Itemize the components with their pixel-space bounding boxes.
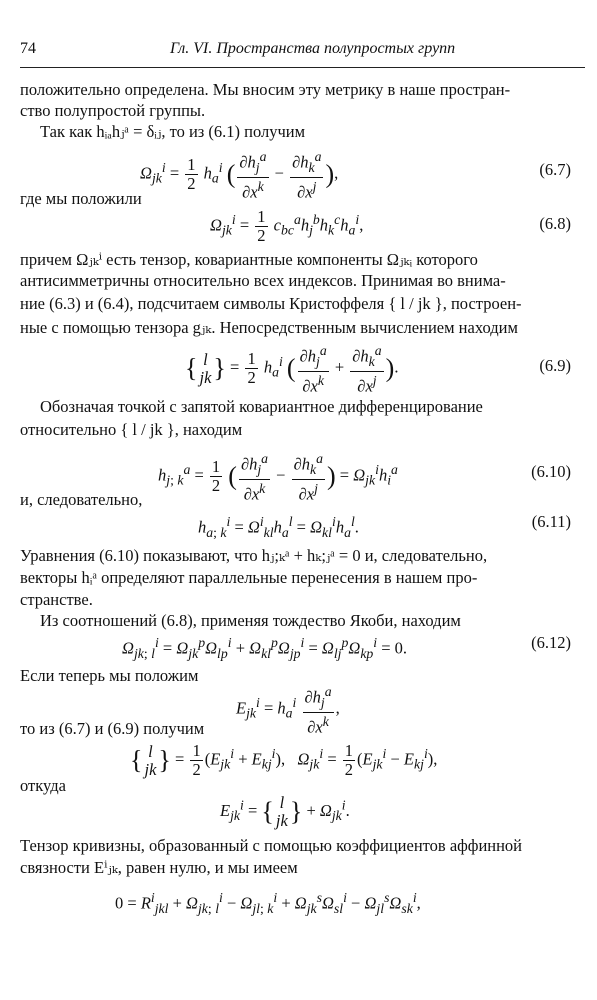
text-line: векторы hᵢᵃ определяют параллельные перенесения в нашем про- (20, 568, 478, 587)
text-line: положительно определена. Мы вносим эту метрику в наше простран- (20, 80, 511, 99)
equation-number: (6.7) (539, 160, 571, 179)
text-line: где мы положили (20, 189, 142, 208)
text-line: Тензор кривизны, образованный с помощью коэффициентов аффинной (20, 836, 523, 855)
equation-6-9: { l jk } = $\frac{1}{2}$ $h_a^i$ ( $\frac{\partial h_j^a}{\partial x^k}$ + $\frac{\partial h_k^a}{\partial x^j}$ ). (185, 343, 399, 396)
equation-6-12: $\Omega_{jk; l}^i = \Omega_{jk}^p\Omega_{lp}^i + \Omega_{kl}^p\Omega_{jp}^i = \Omega_{lj}^p\Omega_{kp}^i = 0$. (122, 635, 408, 661)
text-line: антисимметричны относительно всех индексов. Принимая во внима- (20, 271, 506, 290)
text-line: Если теперь мы положим (20, 666, 199, 685)
text-line: причем Ωⱼₖⁱ есть тензор, ковариантные компоненты Ωⱼₖᵢ которого (20, 250, 478, 269)
text-line: Обозначая точкой с запятой ковариантное дифференцирование (40, 397, 483, 416)
running-title: Гл. VI. Пространства полупростых групп (170, 40, 456, 57)
page-number: 74 (20, 40, 36, 57)
equation-number: (6.11) (531, 512, 571, 531)
text-line: ние (6.3) и (6.4), подсчитаем символы Кристоффеля { l / jk }, построен- (20, 294, 522, 313)
text-line: и, следовательно, (20, 490, 143, 509)
equation-number: (6.10) (531, 462, 571, 481)
text-line: Уравнения (6.10) показывают, что hⱼ;ₖᵃ + hₖ;ⱼᵃ = 0 и, следовательно, (20, 546, 488, 565)
header-rule (20, 67, 585, 68)
text-line: то из (6.7) и (6.9) получим (20, 719, 205, 738)
text-line: связности Eⁱⱼₖ, равен нулю, и мы имеем (20, 858, 298, 877)
equation-christoffel-E: { l jk } = $\frac{1}{2}$ $(E_{jk}^i + E_{kj}^i)$, $\Omega_{jk}^i$ = $\frac{1}{2}$ $(E_{jk}^i - E_{kj}^i)$, (130, 741, 438, 779)
running-header (20, 40, 577, 64)
equation-6-10: $h_{j; k}^a$ = $\frac{1}{2}$ ( $\frac{\partial h_j^a}{\partial x^k}$ − $\frac{\partial h_k^a}{\partial x^j}$ ) = $\Omega_{jk}^ih_i^a$ (158, 451, 398, 504)
text-line: ные с помощью тензора gⱼₖ. Непосредственным вычислением находим (20, 318, 518, 337)
equation-6-7: $\Omega_{jk}^i$ = $\frac{1}{2}$ $h_a^i$ ( $\frac{\partial h_j^a}{\partial x^k}$ − $\frac{\partial h_k^a}{\partial x^j}$ ), (140, 149, 339, 202)
equation-E-def: $E_{jk}^i = h_a^i$ $\frac{\partial h_j^a}{\partial x^k}$ , (236, 684, 340, 737)
equation-curvature: $0 = R^i_{jkl} + \Omega_{jk; l}^i - \Omega_{jl; k}^i + \Omega_{jk}^s\Omega_{sl}^i - \Omega_{jl}^s\Omega_{sk}^i$, (115, 890, 421, 916)
equation-E-sum: $E_{jk}^i$ = { l jk } + $\Omega_{jk}^i$. (220, 793, 350, 830)
equation-number: (6.9) (539, 356, 571, 375)
equation-number: (6.12) (531, 633, 571, 652)
equation-6-11: $h_{a; k}^i = \Omega^i_{kl}h_a^l = \Omega_{kl}^ih_a^l$. (198, 514, 359, 540)
equation-6-8: $\Omega_{jk}^i$ = $\frac{1}{2}$ $c_{bc}^ah_j^bh_k^ch_a^i$, (210, 207, 364, 245)
text-line: относительно { l / jk }, находим (20, 420, 243, 439)
text-line: откуда (20, 776, 66, 795)
text-line: странстве. (20, 590, 93, 609)
text-line: Так как hᵢₐhⱼᵃ = δᵢⱼ, то из (6.1) получим (40, 122, 306, 141)
equation-number: (6.8) (539, 214, 571, 233)
text-line: Из соотношений (6.8), применяя тождество Якоби, находим (40, 611, 461, 630)
text-line: ство полупростой группы. (20, 101, 206, 120)
